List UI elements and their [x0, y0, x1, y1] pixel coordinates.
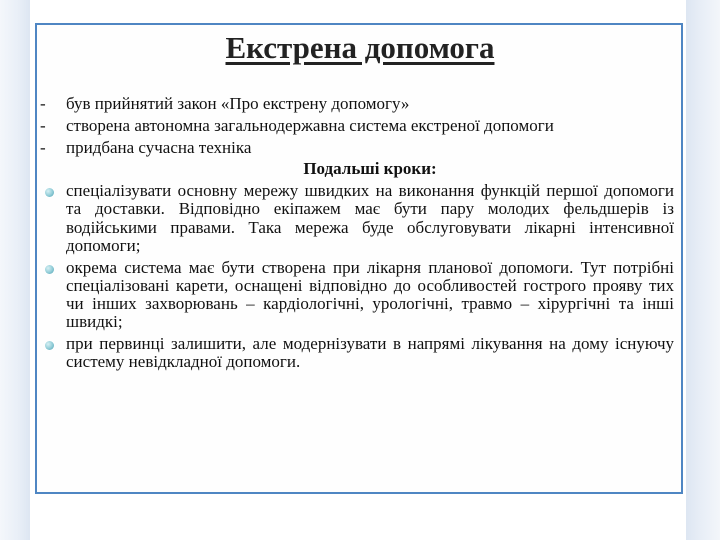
- dash-item: [0, 117, 720, 135]
- dash-item-text: був прийнятий закон «Про екстрену допомогу»: [66, 94, 410, 113]
- dash-item-text: створена автономна загальнодержавна система екстреної допомоги: [66, 115, 554, 135]
- dash-item: [0, 139, 720, 157]
- dash-item-text: придбана сучасна техніка: [66, 137, 252, 157]
- bullet-item-text: при первинці залишити, але модернізувати в напрямі лікування на дому існуючу систему невідкладної допомоги.: [66, 334, 674, 372]
- bullet-dot-icon: [45, 188, 54, 197]
- bullet-dot-icon: [45, 265, 54, 274]
- bullet-item-text: спеціалізувати основну мережу швидких на виконання функцій першої допомоги та доставки. Відповідно екіпажем має бути пару молодих фельдшерів із водійськими правами. Така мережа буде обслуговувати лікарні інтенсивної допомоги;: [66, 181, 674, 255]
- slide-title: Екстрена допомога: [225, 30, 495, 65]
- bullet-dot-icon: [45, 341, 54, 350]
- dash-marker: -: [40, 137, 46, 157]
- next-steps-heading: Подальші кроки:: [303, 159, 437, 179]
- dash-marker: -: [40, 94, 46, 113]
- slide-body: [0, 95, 720, 375]
- bullet-item: [0, 335, 720, 371]
- bullet-item-text: окрема система має бути створена при лікарня планової допомоги. Тут потрібні спеціалізовані карети, оснащені відповідно до особливостей гострого прояву тих чи інших захворювань – кардіологічні, урологічні, травмо – хірургічні та інші швидкі;: [66, 257, 674, 332]
- dash-marker: -: [40, 115, 46, 135]
- bullet-item: [0, 259, 720, 332]
- bullet-item: [0, 182, 720, 255]
- dash-item: [0, 95, 720, 113]
